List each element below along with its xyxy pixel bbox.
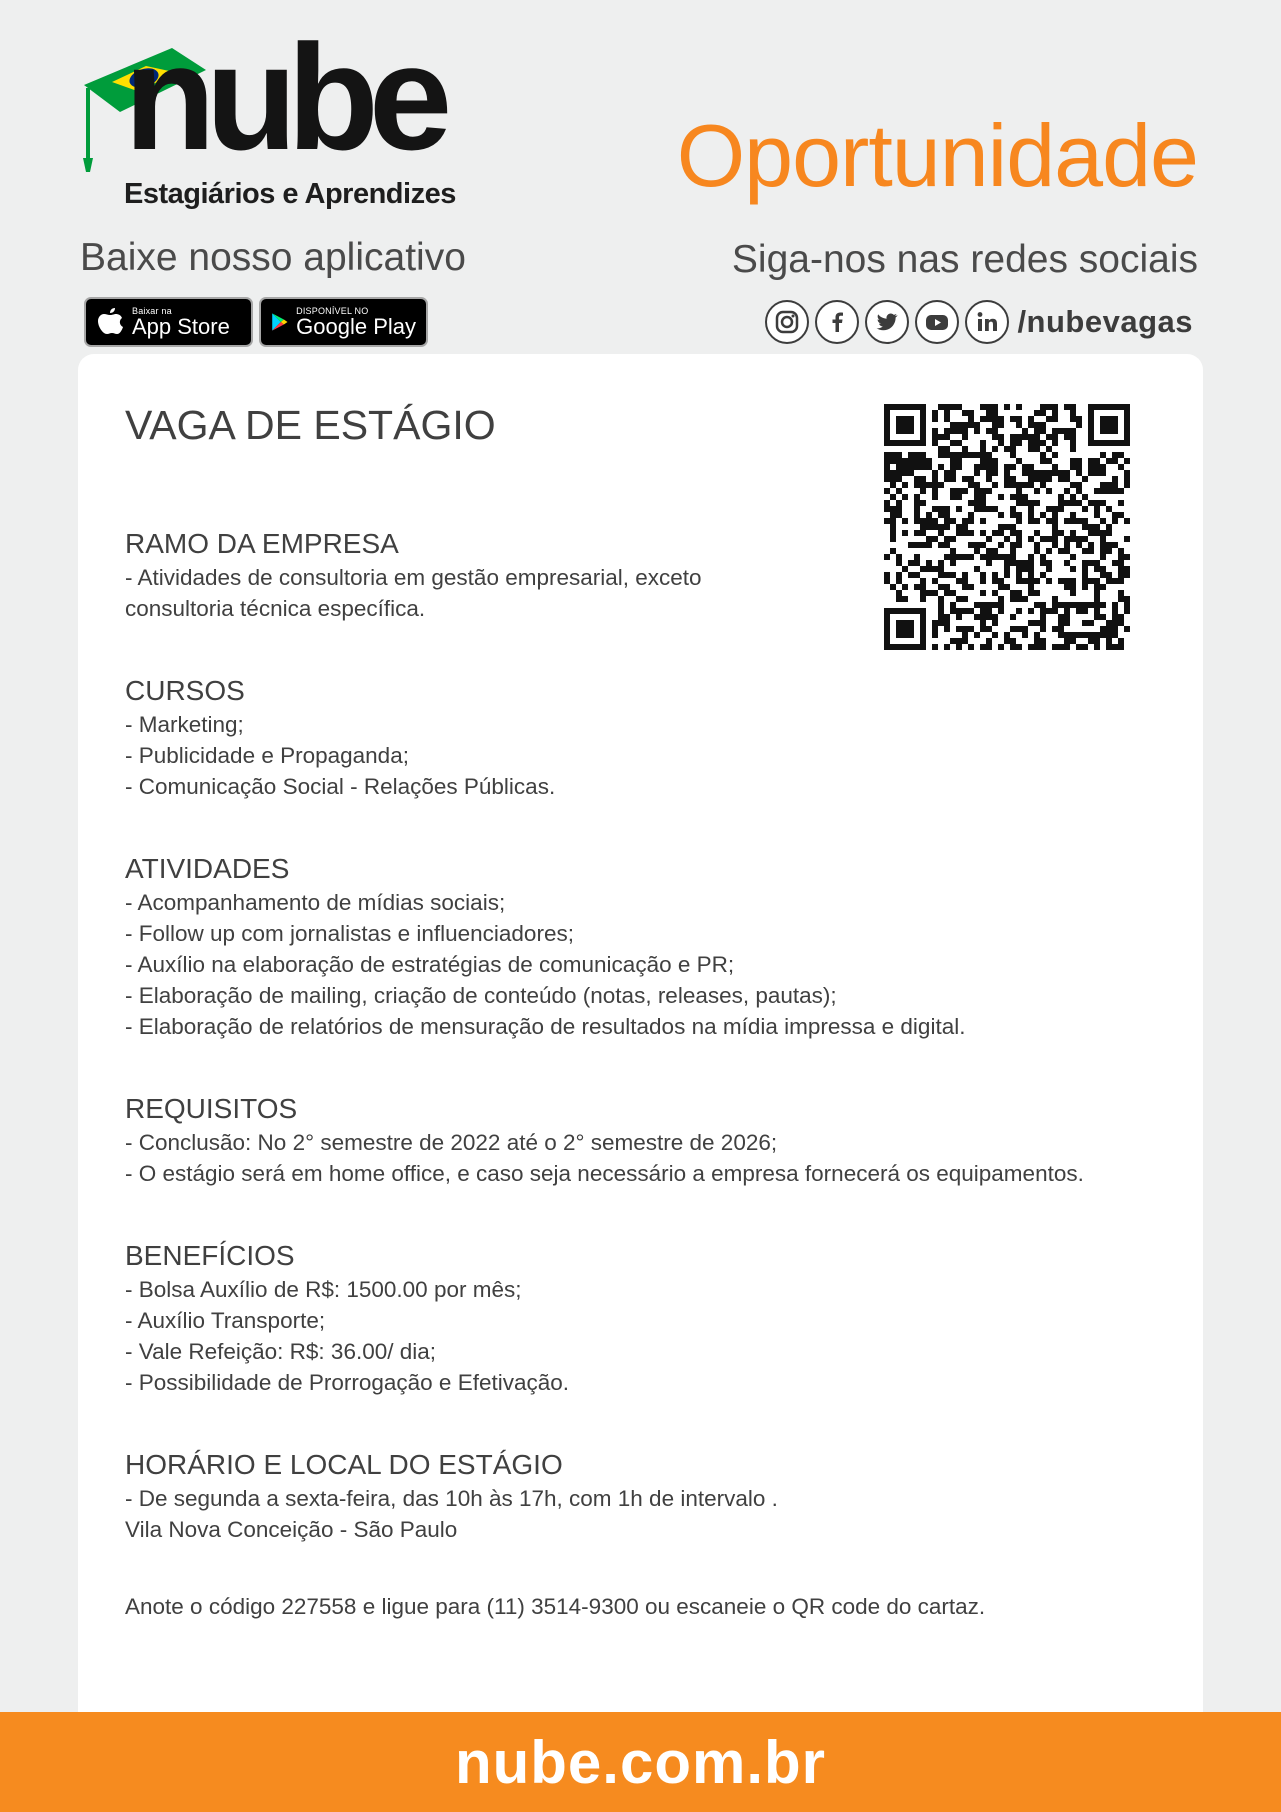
section-heading: REQUISITOS bbox=[125, 1093, 298, 1124]
app-download-title: Baixe nosso aplicativo bbox=[80, 236, 466, 279]
qr-code-icon[interactable] bbox=[884, 404, 1130, 650]
nube-logo bbox=[80, 13, 480, 215]
section-beneficios bbox=[125, 1238, 569, 1398]
google-play-icon bbox=[271, 306, 288, 338]
section-line: consultoria técnica específica. bbox=[125, 596, 426, 621]
apple-icon bbox=[96, 306, 124, 338]
social-links bbox=[765, 300, 1193, 344]
logo-tagline: Estagiários e Aprendizes bbox=[124, 178, 456, 210]
section-cursos bbox=[125, 673, 555, 802]
section-line: - Publicidade e Propaganda; bbox=[125, 743, 409, 768]
social-handle[interactable]: /nubevagas bbox=[1017, 304, 1193, 339]
section-line: - Acompanhamento de mídias sociais; bbox=[125, 890, 506, 915]
google-play-label: Google Play bbox=[296, 314, 416, 339]
section-line: - Follow up com jornalistas e influenciadores; bbox=[125, 921, 574, 946]
section-line: - Atividades de consultoria em gestão empresarial, exceto bbox=[125, 565, 702, 590]
app-badges bbox=[84, 297, 428, 347]
section-requisitos bbox=[125, 1091, 1084, 1189]
section-line: - Auxílio Transporte; bbox=[125, 1308, 326, 1333]
section-line: - Comunicação Social - Relações Públicas. bbox=[125, 774, 556, 799]
section-line: - Conclusão: No 2° semestre de 2022 até o 2° semestre de 2026; bbox=[125, 1130, 778, 1155]
section-line: - Possibilidade de Prorrogação e Efetivação. bbox=[125, 1370, 570, 1395]
app-store-label: App Store bbox=[132, 314, 230, 339]
section-line: - Vale Refeição: R$: 36.00/ dia; bbox=[125, 1339, 437, 1364]
footer-url[interactable]: nube.com.br bbox=[454, 1728, 827, 1796]
section-heading: RAMO DA EMPRESA bbox=[125, 528, 399, 559]
job-card bbox=[78, 354, 1203, 1724]
section-horario bbox=[125, 1447, 778, 1545]
section-line: - Auxílio na elaboração de estratégias de comunicação e PR; bbox=[125, 952, 735, 977]
social-title: Siga-nos nas redes sociais bbox=[731, 238, 1198, 281]
headline: Oportunidade bbox=[676, 106, 1198, 205]
section-line: - O estágio será em home office, e caso seja necessário a empresa fornecerá os equipamentos. bbox=[125, 1161, 1084, 1186]
section-line: - Marketing; bbox=[125, 712, 244, 737]
section-heading: CURSOS bbox=[125, 675, 245, 706]
linkedin-icon[interactable] bbox=[965, 300, 1009, 344]
job-title: VAGA DE ESTÁGIO bbox=[125, 402, 496, 448]
instagram-icon[interactable] bbox=[765, 300, 809, 344]
contact-footnote: Anote o código 227558 e ligue para (11) 3514-9300 ou escaneie o QR code do cartaz. bbox=[125, 1594, 986, 1619]
app-store-badge[interactable] bbox=[84, 297, 253, 347]
google-play-badge[interactable] bbox=[259, 297, 428, 347]
section-ramo bbox=[125, 526, 702, 624]
google-play-small-label: DISPONÍVEL NO bbox=[296, 306, 369, 316]
section-heading: BENEFÍCIOS bbox=[125, 1240, 295, 1271]
section-atividades bbox=[125, 851, 965, 1042]
section-line: - Bolsa Auxílio de R$: 1500.00 por mês; bbox=[125, 1277, 522, 1302]
logo-wordmark: nube bbox=[124, 13, 443, 181]
section-heading: HORÁRIO E LOCAL DO ESTÁGIO bbox=[125, 1449, 563, 1480]
section-heading: ATIVIDADES bbox=[125, 853, 290, 884]
section-line: - Elaboração de mailing, criação de conteúdo (notas, releases, pautas); bbox=[125, 983, 837, 1008]
footer-bar bbox=[0, 1712, 1281, 1812]
youtube-icon[interactable] bbox=[915, 300, 959, 344]
facebook-icon[interactable] bbox=[815, 300, 859, 344]
section-line: Vila Nova Conceição - São Paulo bbox=[125, 1517, 458, 1542]
section-line: - Elaboração de relatórios de mensuração de resultados na mídia impressa e digital. bbox=[125, 1014, 966, 1039]
app-store-small-label: Baixar na bbox=[132, 306, 172, 316]
twitter-icon[interactable] bbox=[865, 300, 909, 344]
section-line: - De segunda a sexta-feira, das 10h às 17h, com 1h de intervalo . bbox=[125, 1486, 778, 1511]
